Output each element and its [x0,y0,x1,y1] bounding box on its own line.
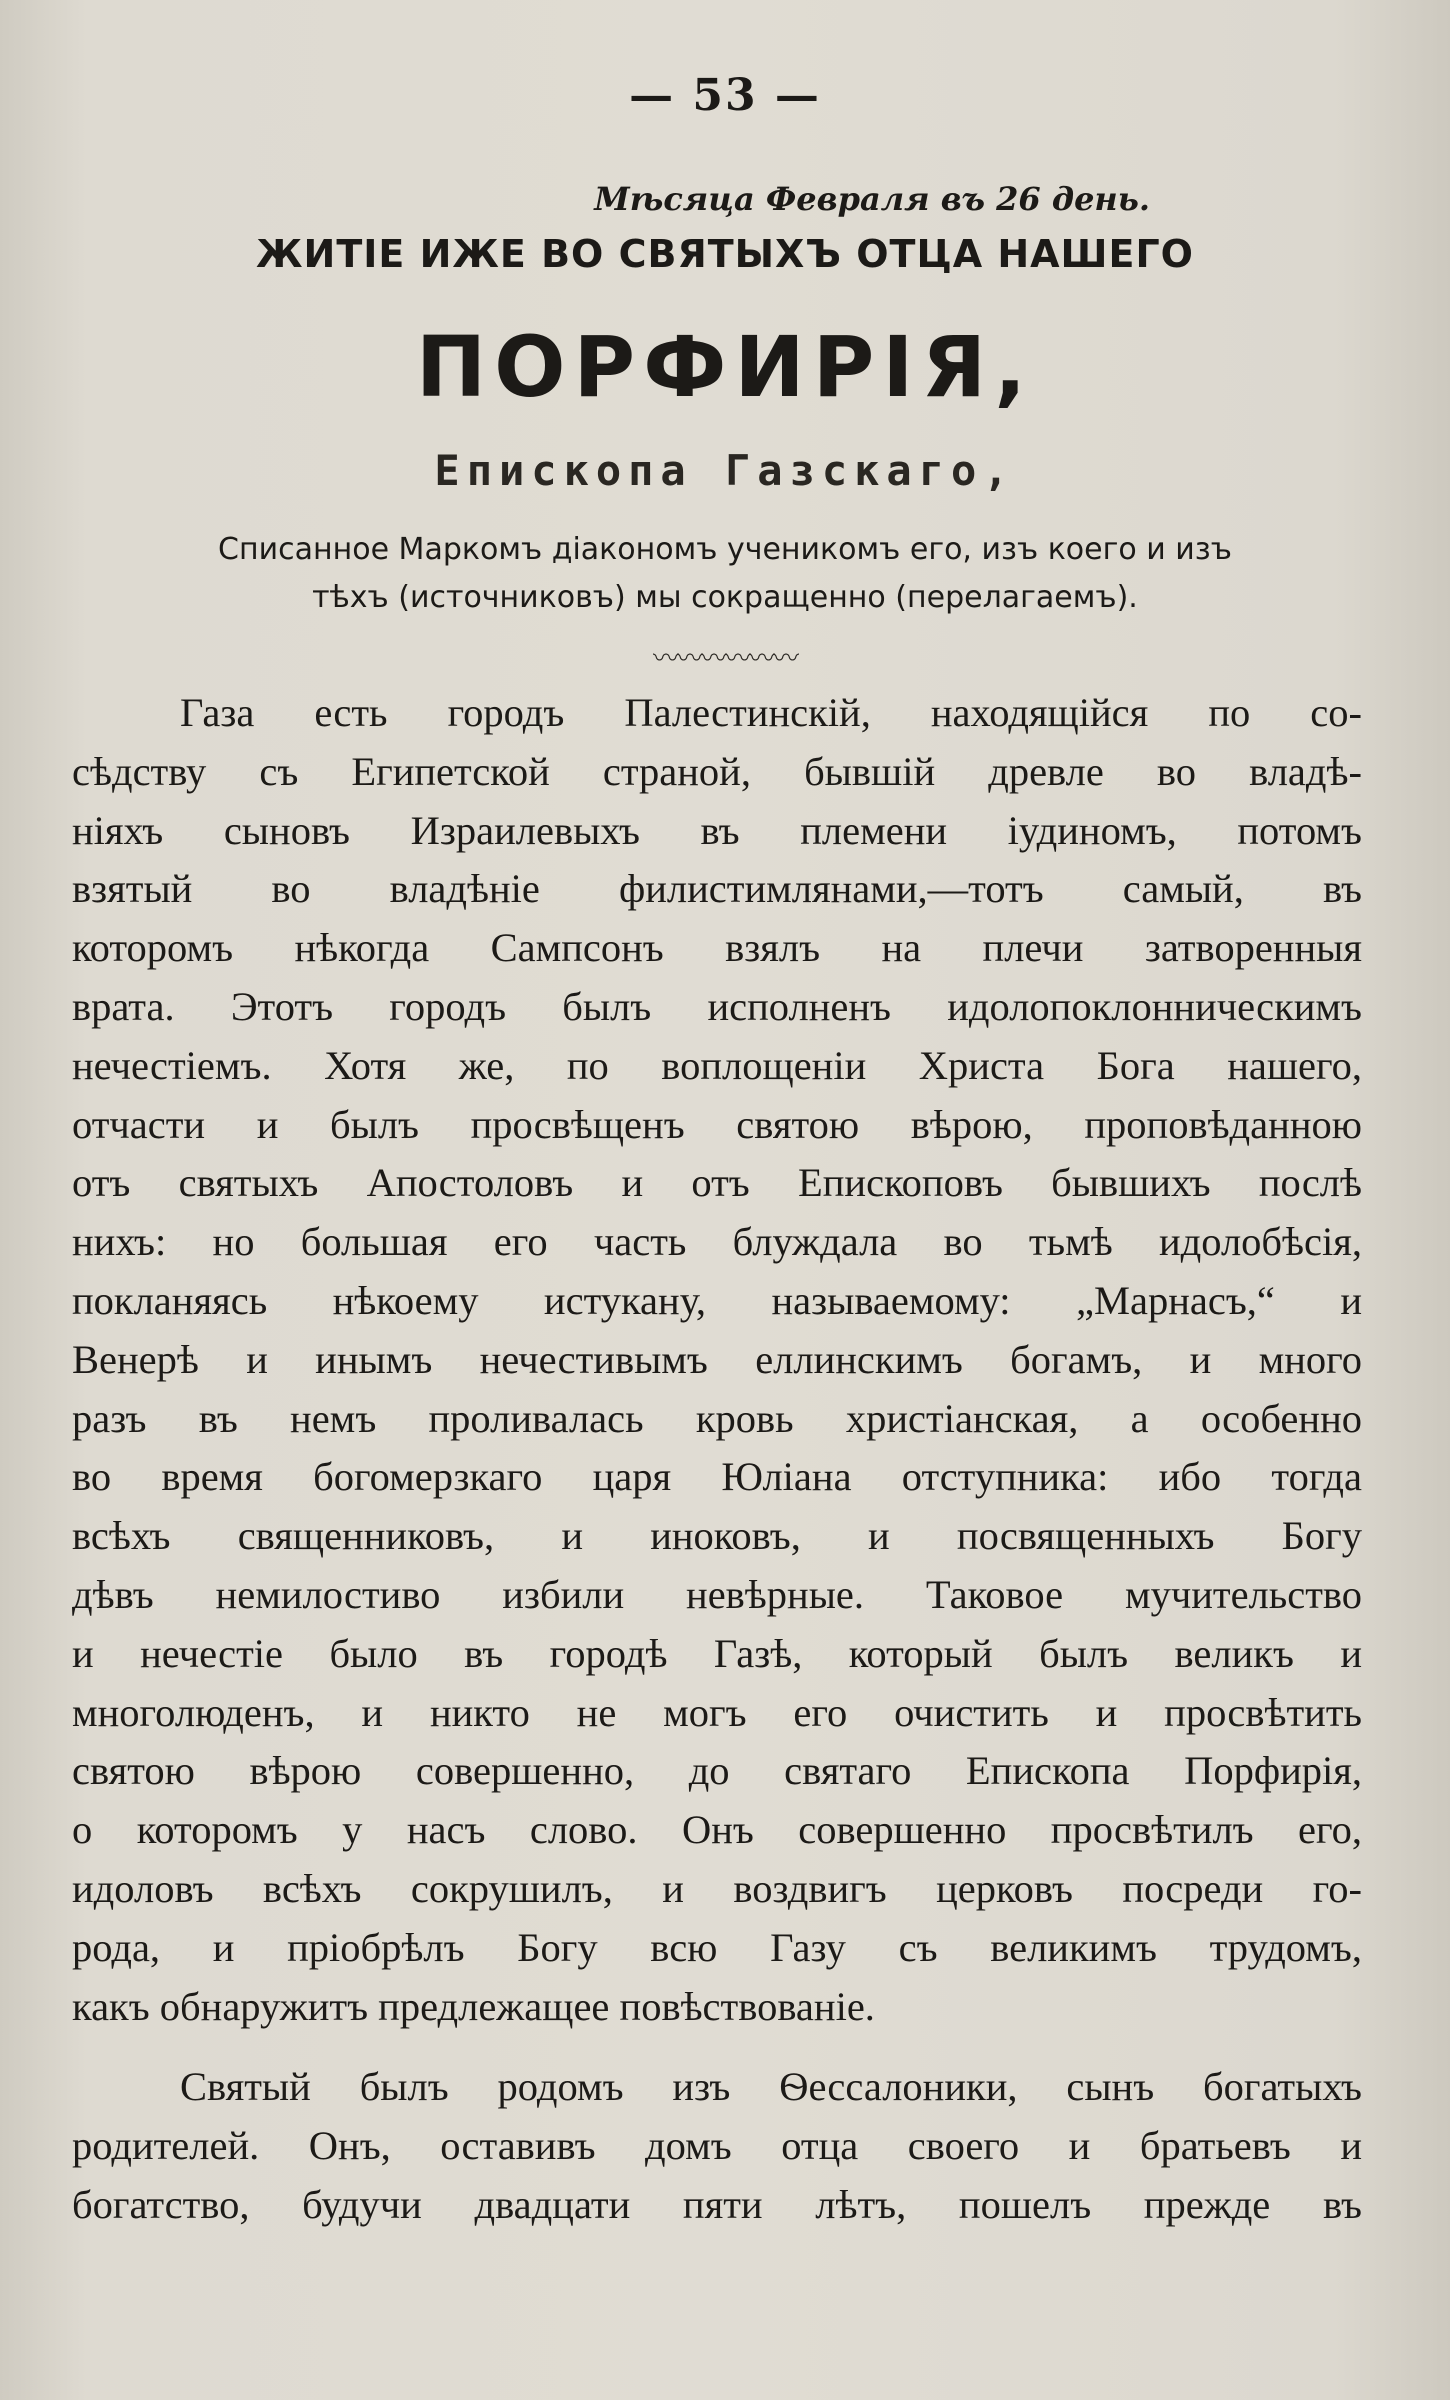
paragraph-1 [72,684,1362,2036]
text-line: какъ обнаружитъ предлежащее повѣствованіе. [72,1983,875,2029]
title-saint-name: ПОРФИРІЯ, [415,318,1035,416]
text-line: всѣхъ священниковъ, и иноковъ, и посвященныхъ Богу [72,1513,1362,1559]
subtitle [80,526,1370,622]
text-line: взятый во владѣніе филистимлянами,—тотъ самый, въ [72,866,1362,912]
text-line: и нечестіе было въ городѣ Газѣ, который былъ великъ и [72,1630,1362,1676]
page-number: — 53 — [629,70,821,121]
text-line: многолюденъ, и никто не могъ его очистить и просвѣтить [72,1689,1362,1735]
text-line: во время богомерзкаго царя Юліана отступника: ибо тогда [72,1454,1362,1500]
text-line: Венерѣ и инымъ нечестивымъ еллинскимъ богамъ, и много [72,1336,1362,1382]
title-heading: ЖИТІЕ ИЖЕ ВО СВЯТЫХЪ ОТЦА НАШЕГО [256,232,1194,276]
ornament-divider: 〰〰〰〰〰〰 [652,644,797,674]
text-line: рода, и пріобрѣлъ Богу всю Газу съ великимъ трудомъ, [72,1924,1362,1970]
text-line: нечестіемъ. Хотя же, по воплощеніи Христа Бога нашего, [72,1042,1362,1088]
text-line: сѣдству съ Египетской страной, бывшій древле во владѣ- [72,748,1362,794]
text-line: разъ въ немъ проливалась кровь христіанская, а особенно [72,1395,1362,1441]
text-line: нихъ: но большая его часть блуждала во тьмѣ идолобѣсія, [72,1219,1362,1265]
subtitle-line: Списанное Маркомъ діакономъ ученикомъ его, изъ коего и изъ [218,532,1232,567]
text-line: о которомъ у насъ слово. Онъ совершенно просвѣтилъ его, [72,1807,1362,1853]
text-line: Святый былъ родомъ изъ Ѳессалоники, сынъ богатыхъ [180,2064,1362,2109]
text-line: врата. Этотъ городъ былъ исполненъ идолопоклонническимъ [72,983,1362,1029]
paragraph-2 [72,2058,1362,2234]
text-line: покланяясь нѣкоему истукану, называемому: „Марнасъ,“ и [72,1277,1362,1323]
text-line: отчасти и былъ просвѣщенъ святою вѣрою, проповѣданною [72,1101,1362,1147]
text-line: отъ святыхъ Апостоловъ и отъ Епископовъ бывшихъ послѣ [72,1160,1362,1206]
title-bishop-line: Епископа Газскаго, [434,446,1016,495]
text-line: богатство, будучи двадцати пяти лѣтъ, пошелъ прежде въ [72,2181,1362,2227]
text-line: дѣвъ немилостиво избили невѣрные. Таковое мучительство [72,1571,1362,1617]
subtitle-line: тѣхъ (источниковъ) мы сокращенно (перелагаемъ). [312,580,1138,615]
text-line: святою вѣрою совершенно, до святаго Епископа Порфирія, [72,1748,1362,1794]
text-line: родителей. Онъ, оставивъ домъ отца своего и братьевъ и [72,2122,1362,2168]
text-line: идоловъ всѣхъ сокрушилъ, и воздвигъ церковъ посреди го- [72,1865,1362,1911]
feast-date: Мѣсяца Февраля въ 26 день. [594,180,1150,218]
text-line: Газа есть городъ Палестинскій, находящійся по со- [180,690,1362,735]
text-line: ніяхъ сыновъ Израилевыхъ въ племени іудиномъ, потомъ [72,807,1362,853]
text-line: которомъ нѣкогда Сампсонъ взялъ на плечи затворенныя [72,925,1362,971]
